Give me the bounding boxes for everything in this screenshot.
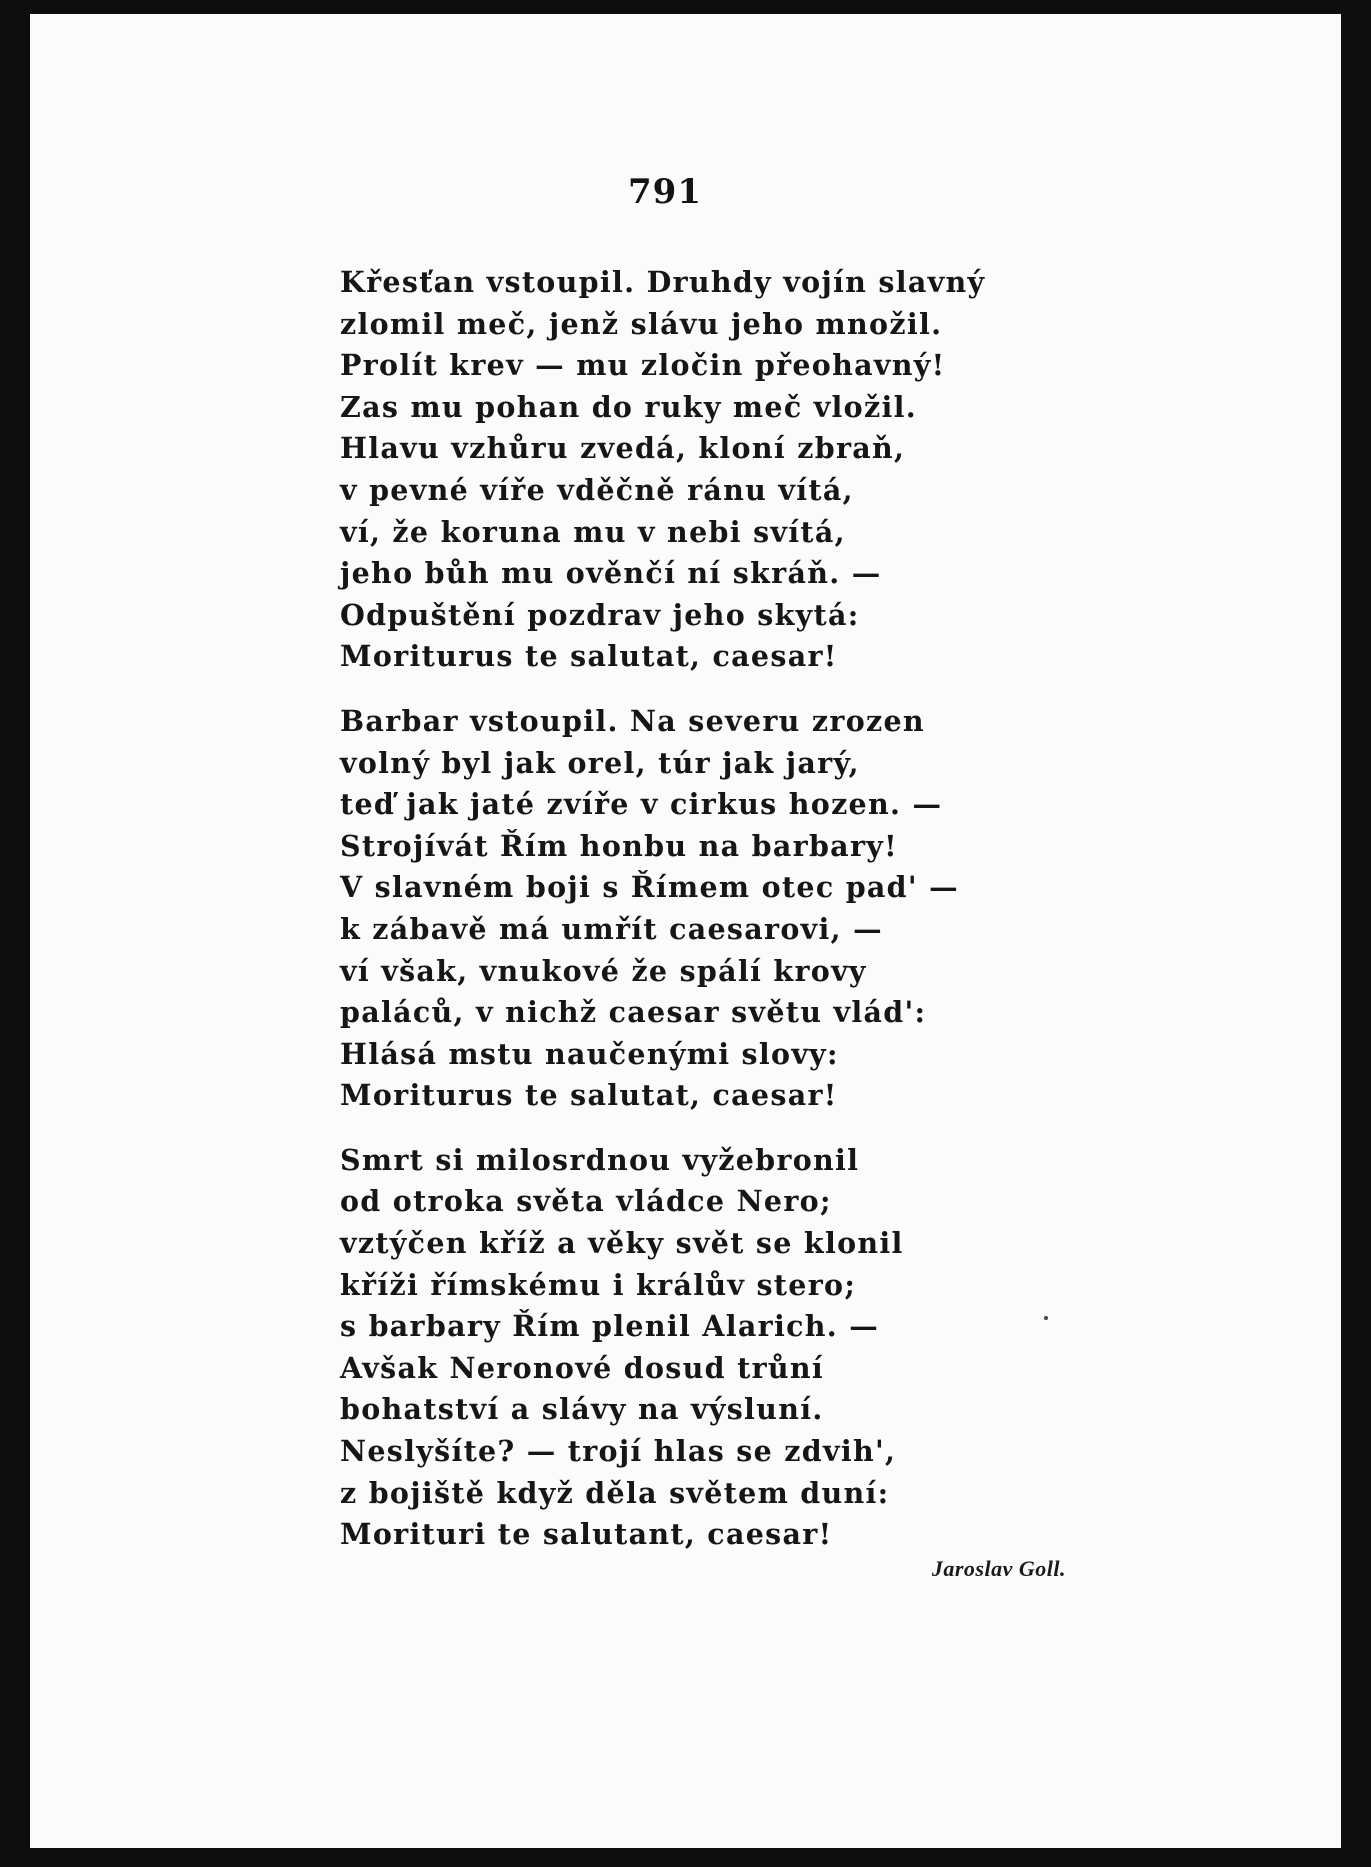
book-page: [30, 14, 1341, 1848]
poem-line: vztýčen kříž a věky svět se klonil: [340, 1226, 904, 1261]
poem-line: kříži římskému i králův stero;: [340, 1267, 857, 1302]
poem-line: teď jak jaté zvíře v cirkus hozen. —: [340, 787, 943, 822]
poem-line: Křesťan vstoupil. Druhdy vojín slavný: [340, 265, 986, 299]
poem-line: Zas mu pohan do ruky meč vložil.: [340, 389, 917, 424]
poem-line: z bojiště když děla světem duní:: [340, 1475, 890, 1510]
poem-line: s barbary Řím plenil Alarich. —: [340, 1309, 880, 1344]
poem-refrain: Moriturus te salutat, caesar!: [340, 639, 838, 674]
stanza-3: [340, 1140, 1100, 1556]
poem-line: Neslyšíte? — trojí hlas se zdvih',: [340, 1434, 897, 1469]
poem-line: Avšak Neronové dosud trůní: [340, 1350, 825, 1385]
ink-speck: [1044, 1316, 1048, 1320]
poem-line: od otroka světa vládce Nero;: [340, 1184, 832, 1219]
poem-line: jeho bůh mu ověnčí ní skráň. —: [340, 556, 882, 591]
poem-line: Barbar vstoupil. Na severu zrozen: [340, 703, 925, 738]
poem-line: k zábavě má umřít caesarovi, —: [340, 911, 883, 946]
stanza-1: [340, 262, 1100, 678]
poem-line: v pevné víře vděčně ránu vítá,: [340, 472, 854, 507]
poem-line: Hlavu vzhůru zvedá, kloní zbraň,: [340, 431, 906, 466]
stanza-2: [340, 701, 1100, 1117]
poem-line: Hlásá mstu naučenými slovy:: [340, 1036, 839, 1071]
poem-refrain: Moriturus te salutat, caesar!: [340, 1078, 838, 1113]
poem-refrain: Morituri te salutant, caesar!: [340, 1517, 833, 1552]
poem-line: ví však, vnukové že spálí krovy: [340, 953, 867, 988]
poem-line: Strojívát Řím honbu na barbary!: [340, 828, 898, 863]
poem-line: Prolít krev — mu zločin přeohavný!: [340, 348, 946, 383]
poem-line: V slavném boji s Římem otec pad' —: [340, 870, 959, 905]
poem-line: Odpuštění pozdrav jeho skytá:: [340, 597, 860, 632]
poem-line: volný byl jak orel, túr jak jarý,: [340, 745, 860, 780]
poem-line: paláců, v nichž caesar světu vlád':: [340, 995, 927, 1030]
poem: [340, 262, 1100, 1556]
poem-line: Smrt si milosrdnou vyžebronil: [340, 1142, 860, 1177]
author-signature: Jaroslav Goll.: [931, 1556, 1066, 1581]
poem-line: ví, že koruna mu v nebi svítá,: [340, 514, 846, 549]
poem-line: bohatství a slávy na výsluní.: [340, 1392, 824, 1427]
page-number: 791: [628, 172, 702, 212]
poem-line: zlomil meč, jenž slávu jeho množil.: [340, 306, 943, 341]
